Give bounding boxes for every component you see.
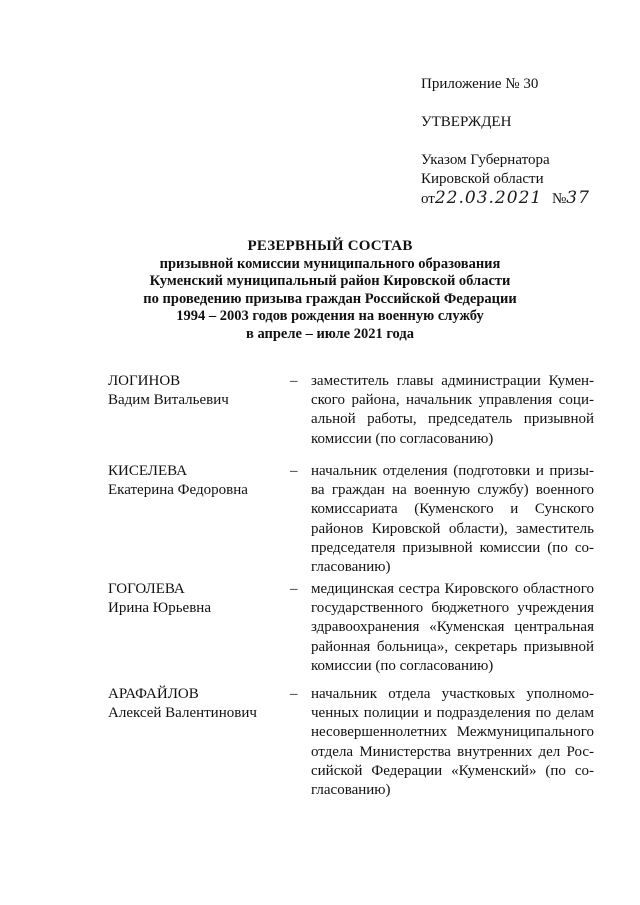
member-surname: ГОГОЛЕВА	[108, 581, 185, 597]
member-role: начальник отдела участковых уполномоченных полиции и подразделения по делам несовершеннолетних Межмуниципального отдела Министерства внутренних дел Российской Федерации «Куменский» (по согласованию)	[311, 686, 594, 799]
title-line: в апреле – июле 2021 года	[246, 325, 414, 342]
decree-line-2: Кировской области	[421, 171, 544, 187]
member-given-name: Ирина Юрьевна	[108, 600, 211, 616]
member-dash: –	[290, 373, 298, 389]
number-prefix: №	[551, 191, 567, 207]
title-line: Куменский муниципальный район Кировской области	[149, 273, 511, 289]
handwritten-date: 22.03.2021	[434, 188, 543, 208]
member-dash: –	[290, 463, 298, 479]
date-prefix: от	[421, 191, 435, 207]
member-role: медицинская сестра Кировского областного государственного бюджетного учреждения здравоохранения «Куменская центральная районная больница», секретарь призывной комиссии (по согласованию)	[311, 581, 594, 674]
member-given-name: Алексей Валентинович	[108, 705, 257, 721]
handwritten-number: 37	[566, 188, 590, 208]
member-dash: –	[290, 581, 298, 597]
member-dash: –	[290, 686, 298, 702]
member-name	[108, 462, 288, 500]
title-line: по проведению призыва граждан Российской Федерации	[143, 290, 517, 307]
document-title	[80, 238, 580, 343]
member-name	[108, 580, 288, 618]
approved-stamp: УТВЕРЖДЕН	[421, 114, 512, 130]
member-given-name: Екатерина Федоровна	[108, 482, 248, 498]
decree-line-1: Указом Губернатора	[421, 152, 550, 168]
member-role: заместитель главы администрации Куменского района, начальник управления социальной работы, председатель призывной комиссии (по согласованию)	[311, 373, 594, 447]
member-name	[108, 372, 288, 410]
title-line: призывной комиссии муниципального образования	[159, 255, 501, 272]
member-given-name: Вадим Витальевич	[108, 392, 229, 408]
member-surname: КИСЕЛЕВА	[108, 463, 188, 479]
decree-date-line	[421, 189, 621, 209]
appendix-number: Приложение № 30	[421, 76, 539, 92]
member-surname: АРАФАЙЛОВ	[108, 686, 199, 702]
member-role: начальник отделения (подготовки и призыва граждан на военную службу) военного комиссариата (Куменского и Сунского районов Кировской области), заместитель председателя призывной комиссии (по согласованию)	[311, 463, 594, 576]
member-surname: ЛОГИНОВ	[108, 373, 181, 389]
title-main: РЕЗЕРВНЫЙ СОСТАВ	[247, 238, 413, 254]
member-name	[108, 685, 288, 723]
approval-block	[421, 75, 621, 209]
title-line: 1994 – 2003 годов рождения на военную службу	[176, 308, 484, 324]
